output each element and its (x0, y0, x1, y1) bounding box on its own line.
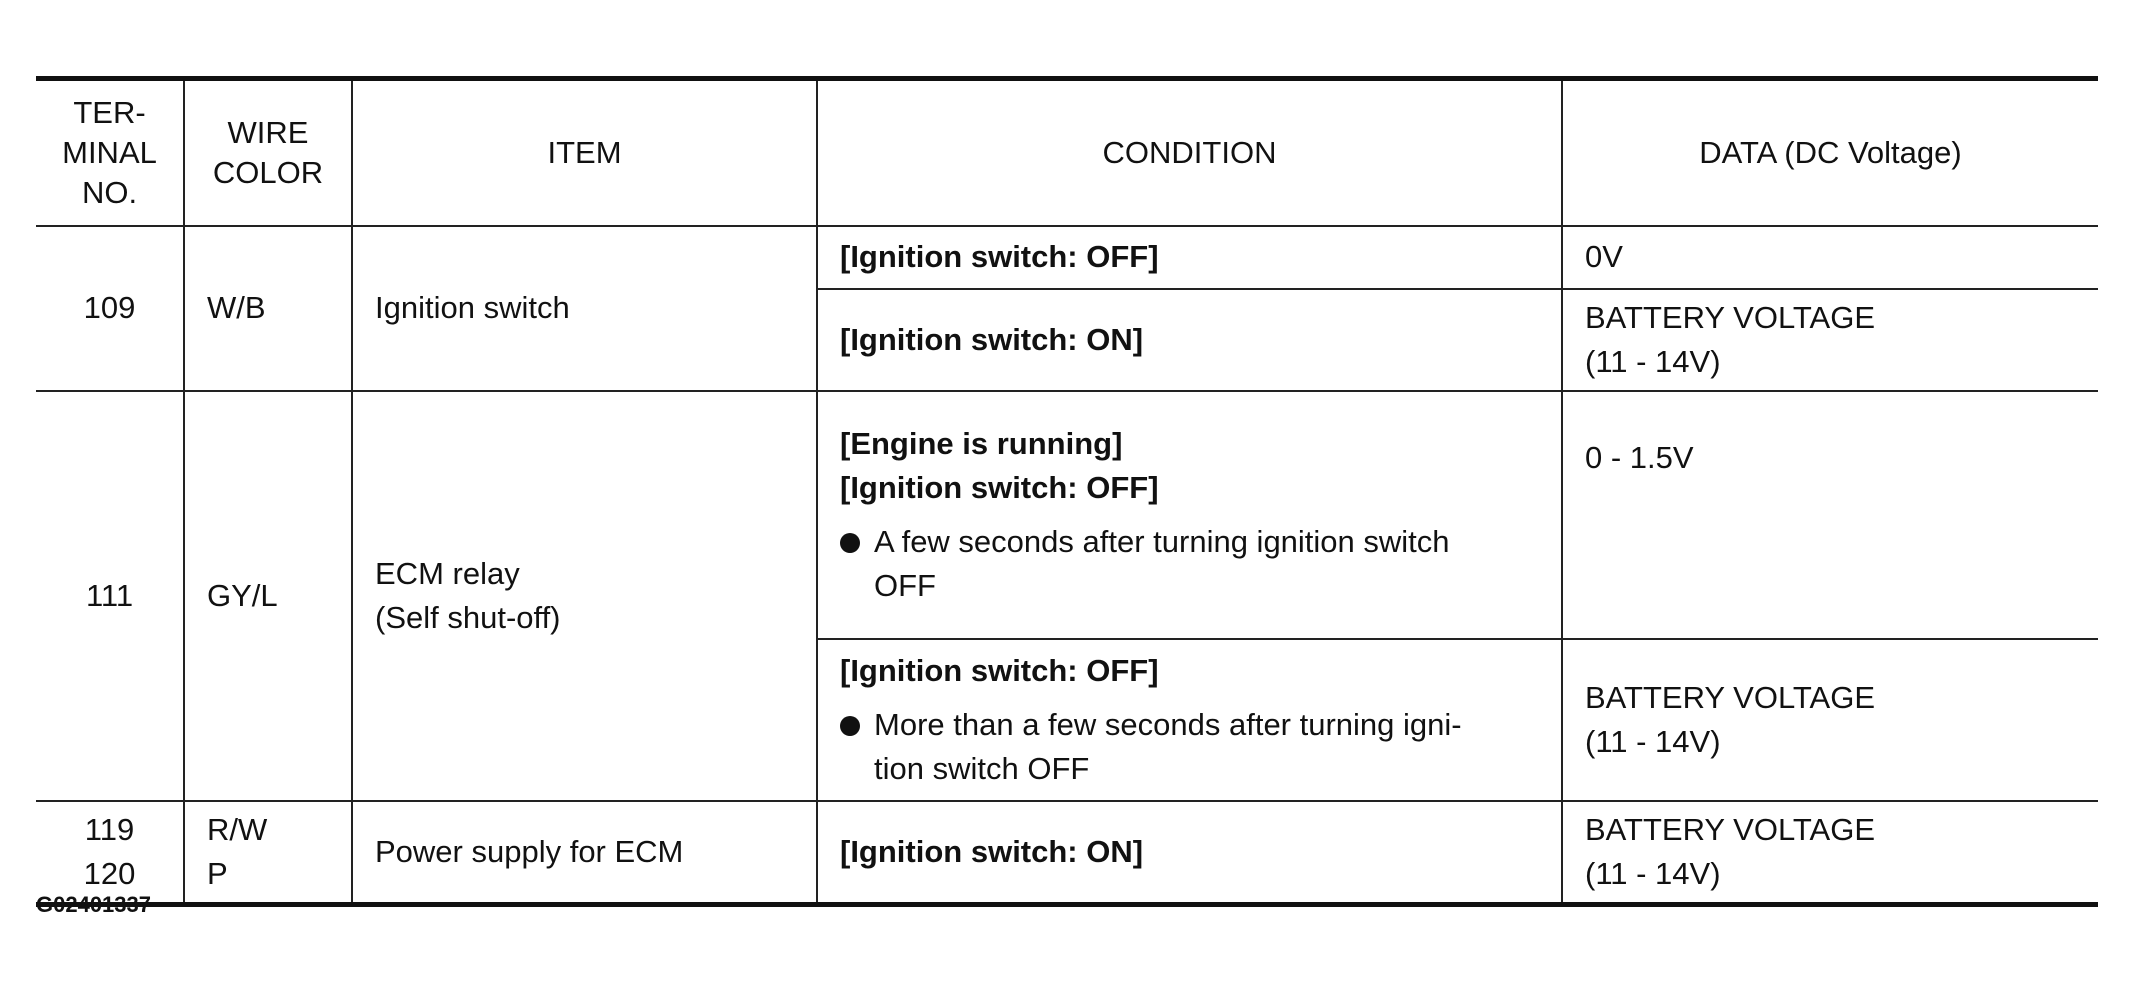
data-value: 0V (1585, 239, 1623, 275)
item-cell: Power supply for ECM (352, 801, 817, 905)
data-cell (1562, 289, 2098, 391)
condition-cell (817, 801, 1562, 905)
item-cell: Ignition switch (352, 226, 817, 391)
bullet-line: OFF (874, 568, 936, 604)
header-wire-line: COLOR (212, 155, 324, 190)
wire-color-cell: GY/L (184, 391, 352, 801)
terminal-line: 119 (84, 811, 135, 847)
condition-title: [Ignition switch: ON] (840, 321, 1144, 357)
data-cell (1562, 639, 2098, 801)
terminal-cell: 109 (36, 226, 184, 391)
bullet-line: More than a few seconds after turning igni- (874, 706, 1462, 742)
data-value: (11 - 14V) (1585, 856, 1721, 891)
condition-title: [Engine is running] (840, 425, 1123, 461)
bullet-icon (840, 533, 860, 553)
header-terminal-line: MINAL (62, 134, 157, 170)
header-terminal-line: NO. (81, 175, 138, 211)
item-line: (Self shut-off) (375, 600, 561, 635)
table-row (36, 391, 2098, 639)
header-terminal-no (36, 79, 184, 227)
data-value: (11 - 14V) (1585, 724, 1721, 759)
table-row (36, 226, 2098, 289)
data-value: (11 - 14V) (1585, 344, 1721, 379)
bullet-line: tion switch OFF (874, 751, 1090, 786)
data-cell (1562, 226, 2098, 289)
bullet-text (874, 520, 1450, 608)
condition-title: [Ignition switch: OFF] (840, 652, 1159, 688)
header-item: ITEM (352, 79, 817, 227)
data-cell (1562, 801, 2098, 905)
data-cell (1562, 391, 2098, 639)
terminal-line: 120 (83, 856, 136, 891)
data-value: BATTERY VOLTAGE (1585, 679, 1875, 715)
condition-bullet (840, 520, 1539, 608)
figure-id: G02401337 (36, 892, 151, 917)
item-line: ECM relay (375, 555, 520, 591)
condition-cell (817, 226, 1562, 289)
header-terminal-line: TER- (73, 94, 146, 130)
wire-line: R/W (207, 811, 268, 847)
condition-cell (817, 639, 1562, 801)
terminal-cell (36, 801, 184, 905)
terminal-data-table (36, 76, 2098, 907)
table-header-row (36, 79, 2098, 227)
wire-color-cell: W/B (184, 226, 352, 391)
condition-cell (817, 391, 1562, 639)
header-condition: CONDITION (817, 79, 1562, 227)
item-cell (352, 391, 817, 801)
header-wire-line: WIRE (227, 114, 309, 150)
data-value: BATTERY VOLTAGE (1585, 299, 1875, 335)
data-value: BATTERY VOLTAGE (1585, 811, 1875, 847)
condition-title: [Ignition switch: ON] (840, 833, 1144, 869)
condition-cell (817, 289, 1562, 391)
bullet-text (874, 703, 1462, 791)
data-value: 0 - 1.5V (1585, 440, 1694, 475)
header-wire-color (184, 79, 352, 227)
terminal-data-table-container (36, 76, 2098, 907)
condition-bullet (840, 703, 1539, 791)
wire-color-cell (184, 801, 352, 905)
wire-line: P (207, 856, 228, 891)
table-row (36, 801, 2098, 905)
bullet-icon (840, 716, 860, 736)
terminal-cell: 111 (36, 391, 184, 801)
bullet-line: A few seconds after turning ignition switch (874, 524, 1450, 559)
condition-title: [Ignition switch: OFF] (840, 239, 1159, 275)
header-data: DATA (DC Voltage) (1562, 79, 2098, 227)
condition-title: [Ignition switch: OFF] (840, 469, 1159, 505)
